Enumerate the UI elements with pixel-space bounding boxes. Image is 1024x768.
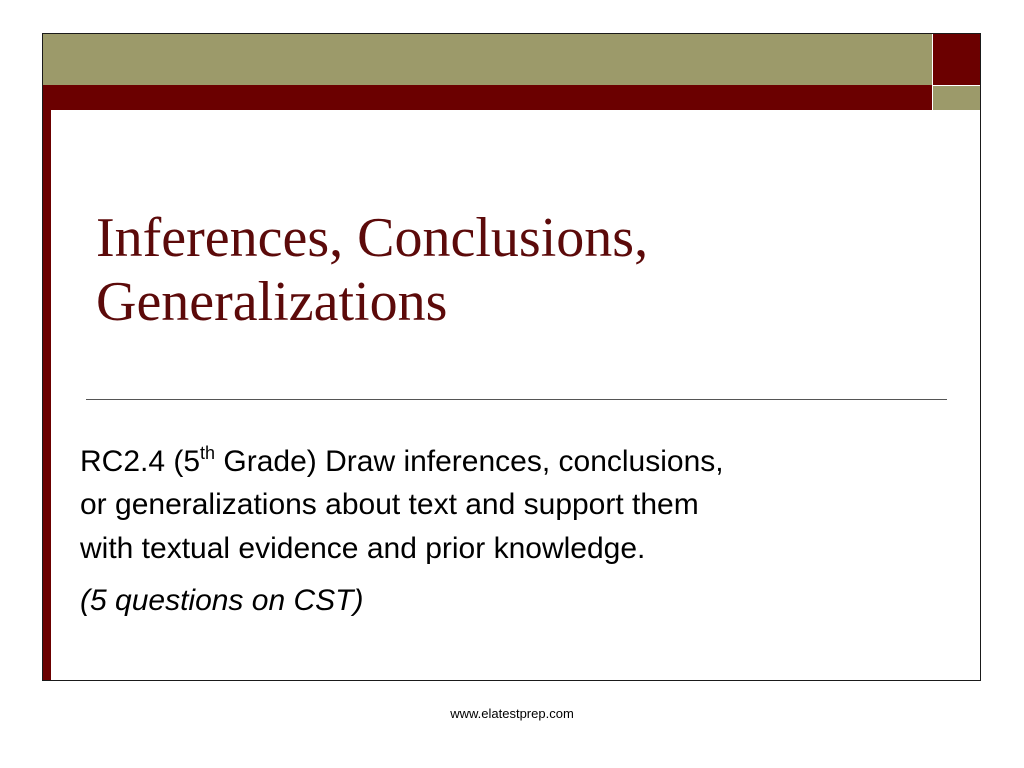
header-band-olive bbox=[43, 34, 932, 85]
corner-block-maroon bbox=[933, 34, 980, 85]
title-divider bbox=[86, 399, 947, 400]
footer-url: www.elatestprep.com bbox=[450, 706, 574, 721]
body-line-3: with textual evidence and prior knowledge. bbox=[80, 532, 646, 565]
standard-prefix: RC2.4 (5 bbox=[80, 445, 201, 478]
standard-suffix: Grade) Draw inferences, conclusions, bbox=[215, 445, 724, 478]
slide-title-line-2: Generalizations bbox=[96, 271, 448, 333]
left-accent-bar bbox=[43, 110, 51, 680]
slide-title bbox=[96, 206, 936, 334]
slide-title-line-1: Inferences, Conclusions, bbox=[96, 207, 649, 269]
corner-block-olive bbox=[933, 86, 980, 110]
header-band-maroon bbox=[43, 85, 932, 110]
slide-body bbox=[80, 440, 960, 622]
body-line-2: or generalizations about text and support them bbox=[80, 488, 699, 521]
body-line-1 bbox=[80, 440, 960, 483]
questions-note: (5 questions on CST) bbox=[80, 584, 364, 617]
ordinal-superscript: th bbox=[200, 443, 216, 463]
